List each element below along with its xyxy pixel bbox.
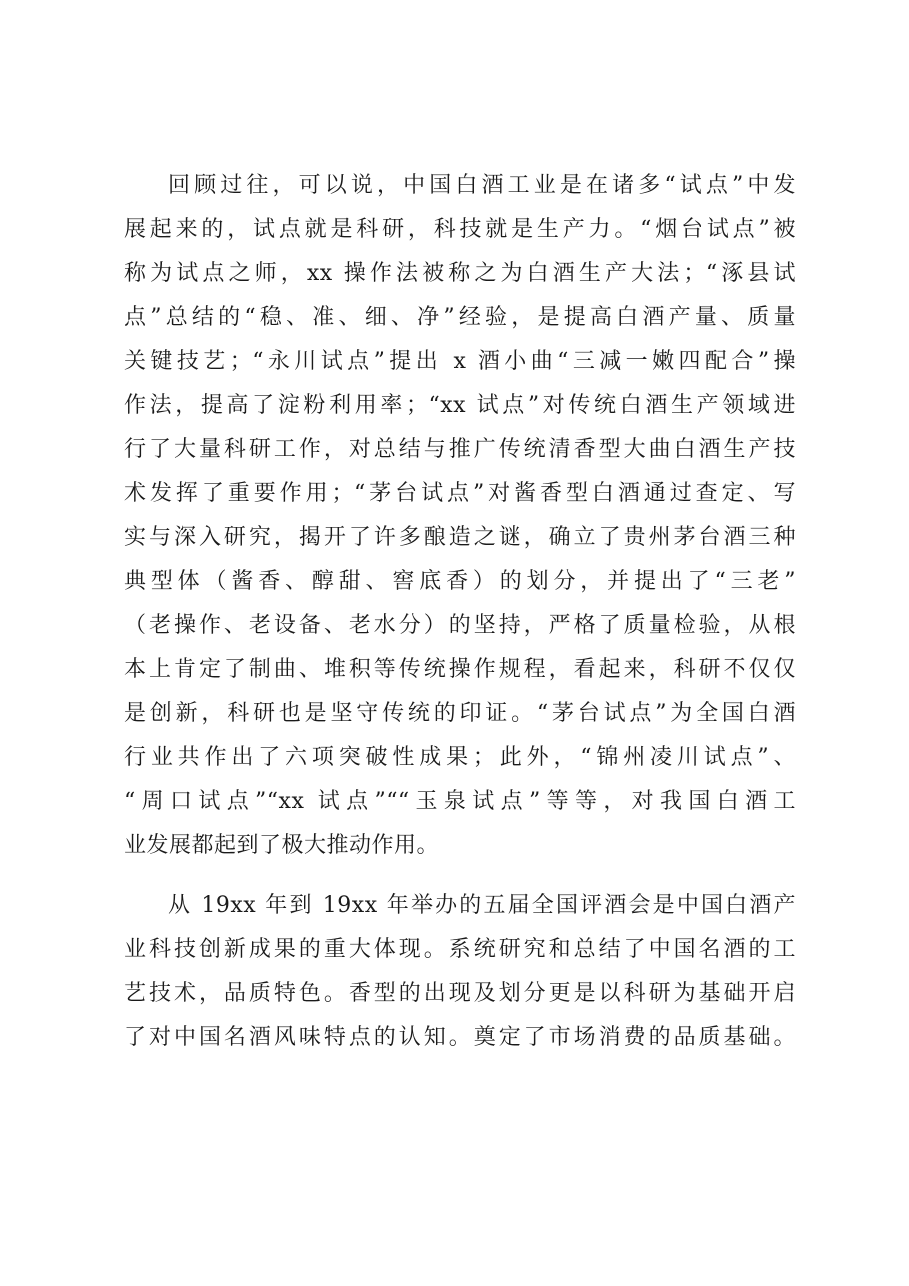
paragraph-line: （老操作、老设备、老水分）的坚持，严格了质量检验，从根 (124, 613, 796, 638)
paragraph-2 (124, 884, 796, 1060)
paragraph-line: 实与深入研究，揭开了许多酿造之谜，确立了贵州茅台酒三种 (124, 525, 796, 550)
paragraph-line: 作法，提高了淀粉利用率；“xx 试点”对传统白酒生产领域进 (124, 393, 796, 418)
paragraph-line: 点”总结的“稳、准、细、净”经验，是提高白酒产量、质量 (124, 305, 796, 330)
paragraph-line: 展起来的，试点就是科研，科技就是生产力。“烟台试点”被 (124, 217, 796, 242)
paragraph-line: 术发挥了重要作用；“茅台试点”对酱香型白酒通过查定、写 (124, 481, 796, 506)
paragraph-line: 从 19xx 年到 19xx 年举办的五届全国评酒会是中国白酒产 (168, 893, 796, 918)
paragraph-line: 了对中国名酒风味特点的认知。奠定了市场消费的品质基础。 (124, 1025, 796, 1050)
paragraph-line: 典型体（酱香、醇甜、窖底香）的划分，并提出了“三老” (124, 569, 796, 594)
paragraph-line: 行了大量科研工作，对总结与推广传统清香型大曲白酒生产技 (124, 437, 796, 462)
paragraph-line: 艺技术，品质特色。香型的出现及划分更是以科研为基础开启 (124, 981, 796, 1006)
paragraph-line: 关键技艺；“永川试点”提出 x 酒小曲“三减一嫩四配合”操 (124, 349, 796, 374)
paragraph-line: 称为试点之师，xx 操作法被称之为白酒生产大法；“涿县试 (124, 261, 796, 286)
paragraph-line: 回顾过往，可以说，中国白酒工业是在诸多“试点”中发 (168, 173, 796, 198)
paragraph-1 (124, 164, 796, 868)
paragraph-line: “周口试点”“xx 试点”““玉泉试点”等等，对我国白酒工 (124, 789, 796, 814)
paragraph-line: 本上肯定了制曲、堆积等传统操作规程，看起来，科研不仅仅 (124, 657, 796, 682)
paragraph-line: 业发展都起到了极大推动作用。 (124, 833, 440, 858)
paragraph-line: 业科技创新成果的重大体现。系统研究和总结了中国名酒的工 (124, 937, 796, 962)
paragraph-line: 行业共作出了六项突破性成果；此外，“锦州凌川试点”、 (124, 745, 796, 770)
paragraph-line: 是创新，科研也是坚守传统的印证。“茅台试点”为全国白酒 (124, 701, 796, 726)
document-body (124, 164, 796, 1076)
